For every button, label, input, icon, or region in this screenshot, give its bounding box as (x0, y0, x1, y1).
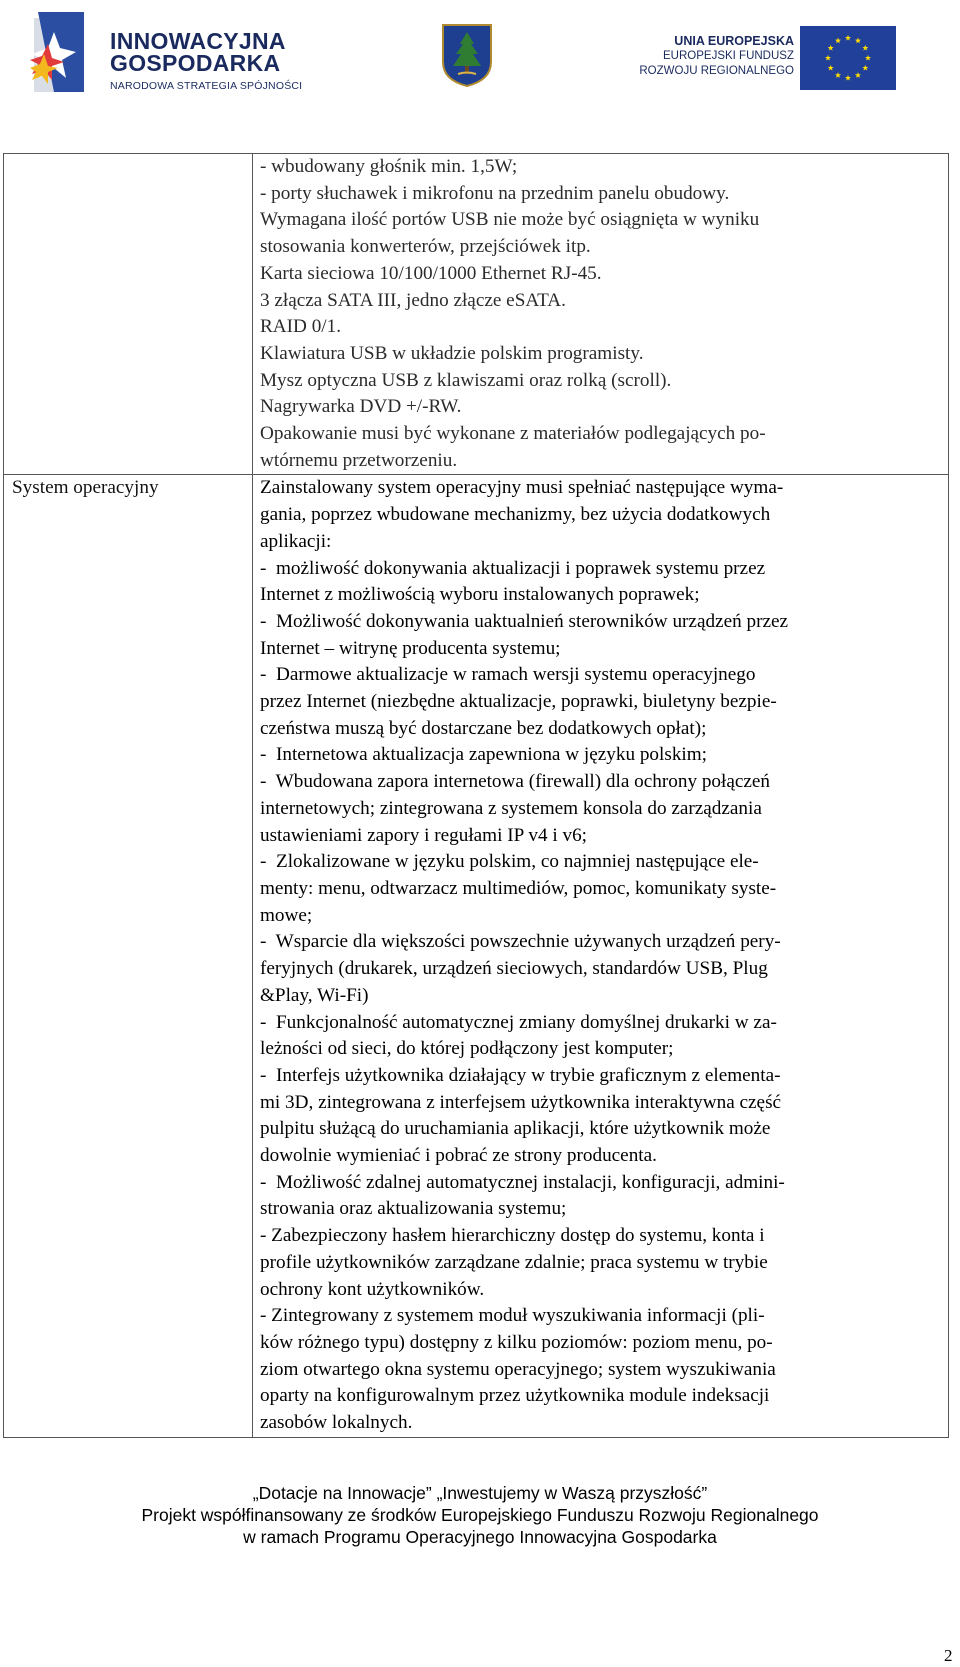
table-row (4, 154, 949, 475)
innowacyjna-gospodarka-logo (30, 6, 330, 102)
page-footer (0, 1482, 960, 1548)
text-line: - Zintegrowany z systemem moduł wyszukiwania informacji (pli- (260, 1305, 765, 1327)
text-line: mowe; (260, 904, 313, 926)
text-line: &Play, Wi-Fi) (260, 984, 369, 1006)
footer-programme: w ramach Programu Operacyjnego Innowacyjna Gospodarka (243, 1527, 717, 1547)
text-line: - porty słuchawek i mikrofonu na przednim panelu obudowy. (260, 182, 730, 204)
text-line: feryjnych (drukarek, urządzeń sieciowych, standardów USB, Plug (260, 958, 768, 980)
text-line: aplikacji: (260, 530, 332, 552)
table-row-content (253, 154, 949, 475)
text-line: - Funkcjonalność automatycznej zmiany domyślnej drukarki w za- (260, 1011, 777, 1033)
eu-logo-line-1: EUROPEJSKI FUNDUSZ (663, 50, 794, 62)
text-line: - Zlokalizowane w języku polskim, co najmniej następujące ele- (260, 851, 759, 873)
text-line: leżności od sieci, do której podłączony jest komputer; (260, 1038, 674, 1060)
tree-crest-icon (440, 22, 494, 88)
text-line: pulpitu służącą do uruchamiania aplikacji, które użytkownik może (260, 1118, 771, 1140)
text-line: Opakowanie musi być wykonane z materiałów podlegających po- (260, 423, 766, 445)
text-line: Nagrywarka DVD +/-RW. (260, 396, 462, 418)
text-line: Klawiatura USB w układzie polskim programisty. (260, 342, 644, 364)
text-line: Internet z możliwością wyboru instalowanych poprawek; (260, 584, 700, 606)
table-row (4, 475, 949, 1437)
text-line: Zainstalowany system operacyjny musi spełniać następujące wyma- (260, 477, 784, 499)
text-line: gania, poprzez wbudowane mechanizmy, bez użycia dodatkowych (260, 504, 771, 526)
eu-logo-line-2: ROZWOJU REGIONALNEGO (639, 65, 794, 77)
text-line: stosowania konwerterów, przejściówek itp. (260, 236, 591, 258)
programme-logo-title-line-1: INNOWACYJNA (110, 28, 286, 54)
text-line: - Wsparcie dla większości powszechnie używanych urządzeń pery- (260, 931, 781, 953)
text-line: Wymagana ilość portów USB nie może być osiągnięta w wyniku (260, 209, 760, 231)
table-row-content (253, 475, 949, 1437)
page-number: 2 (944, 1646, 953, 1665)
eu-flag-icon (800, 26, 896, 90)
text-line: profile użytkowników zarządzane zdalnie; praca systemu w trybie (260, 1251, 768, 1273)
text-line: - Interfejs użytkownika działający w trybie graficznym z elementa- (260, 1064, 781, 1086)
page-header (0, 0, 960, 110)
footer-cofinancing: Projekt współfinansowany ze środków Europejskiego Funduszu Rozwoju Regionalnego (141, 1505, 819, 1525)
text-line: - Internetowa aktualizacja zapewniona w języku polskim; (260, 744, 707, 766)
text-line: Mysz optyczna USB z klawiszami oraz rolką (scroll). (260, 369, 672, 391)
text-line: - wbudowany głośnik min. 1,5W; (260, 156, 518, 177)
text-line: strowania oraz aktualizowania systemu; (260, 1198, 567, 1220)
text-line: Karta sieciowa 10/100/1000 Ethernet RJ-45. (260, 262, 602, 284)
star-flag-icon (30, 8, 90, 98)
text-line: - Możliwość dokonywania uaktualnień sterowników urządzeń przez (260, 610, 789, 632)
text-line: Internet – witrynę producenta systemu; (260, 637, 561, 659)
text-line: - możliwość dokonywania aktualizacji i poprawek systemu przez (260, 557, 766, 579)
text-line: przez Internet (niezbędne aktualizacje, poprawki, biuletyny bezpie- (260, 691, 777, 713)
table-row-label (4, 154, 253, 475)
table-row-label: System operacyjny (4, 475, 253, 1437)
programme-logo-text (110, 30, 302, 92)
text-line: wtórnemu przetworzeniu. (260, 449, 458, 471)
text-line: - Wbudowana zapora internetowa (firewall) dla ochrony połączeń (260, 771, 771, 793)
text-line: ustawieniami zapory i regułami IP v4 i v6; (260, 824, 588, 846)
text-line: zasobów lokalnych. (260, 1412, 413, 1434)
footer-slogan: „Dotacje na Innowacje” „Inwestujemy w Waszą przyszłość” (252, 1483, 708, 1503)
text-line: menty: menu, odtwarzacz multimediów, pomoc, komunikaty syste- (260, 877, 777, 899)
text-line: 3 złącza SATA III, jedno złącze eSATA. (260, 289, 566, 311)
text-line: oparty na konfigurowalnym przez użytkownika module indeksacji (260, 1385, 770, 1407)
programme-logo-subtitle: NARODOWA STRATEGIA SPÓJNOŚCI (110, 80, 303, 92)
text-line: internetowych; zintegrowana z systemem konsola do zarządzania (260, 797, 762, 819)
text-line: dowolnie wymieniać i pobrać ze strony producenta. (260, 1145, 657, 1167)
text-line: RAID 0/1. (260, 316, 342, 338)
text-line: czeństwa muszą być dostarczane bez dodatkowych opłat); (260, 717, 707, 739)
text-line: ków różnego typu) dostępny z kilku poziomów: poziom menu, po- (260, 1331, 773, 1353)
text-line: ochrony kont użytkowników. (260, 1278, 485, 1300)
eu-logo-text (614, 33, 794, 79)
text-line: - Zabezpieczony hasłem hierarchiczny dostęp do systemu, konta i (260, 1225, 765, 1247)
text-line: - Możliwość zdalnej automatycznej instalacji, konfiguracji, admini- (260, 1171, 785, 1193)
text-line: mi 3D, zintegrowana z interfejsem użytkownika interaktywna część (260, 1091, 782, 1113)
text-line: - Darmowe aktualizacje w ramach wersji systemu operacyjnego (260, 664, 756, 686)
eu-logo-title: UNIA EUROPEJSKA (674, 34, 794, 48)
programme-logo-title-line-2: GOSPODARKA (110, 50, 281, 76)
text-line: ziom otwartego okna systemu operacyjnego; system wyszukiwania (260, 1358, 776, 1380)
specification-table (3, 153, 949, 1438)
